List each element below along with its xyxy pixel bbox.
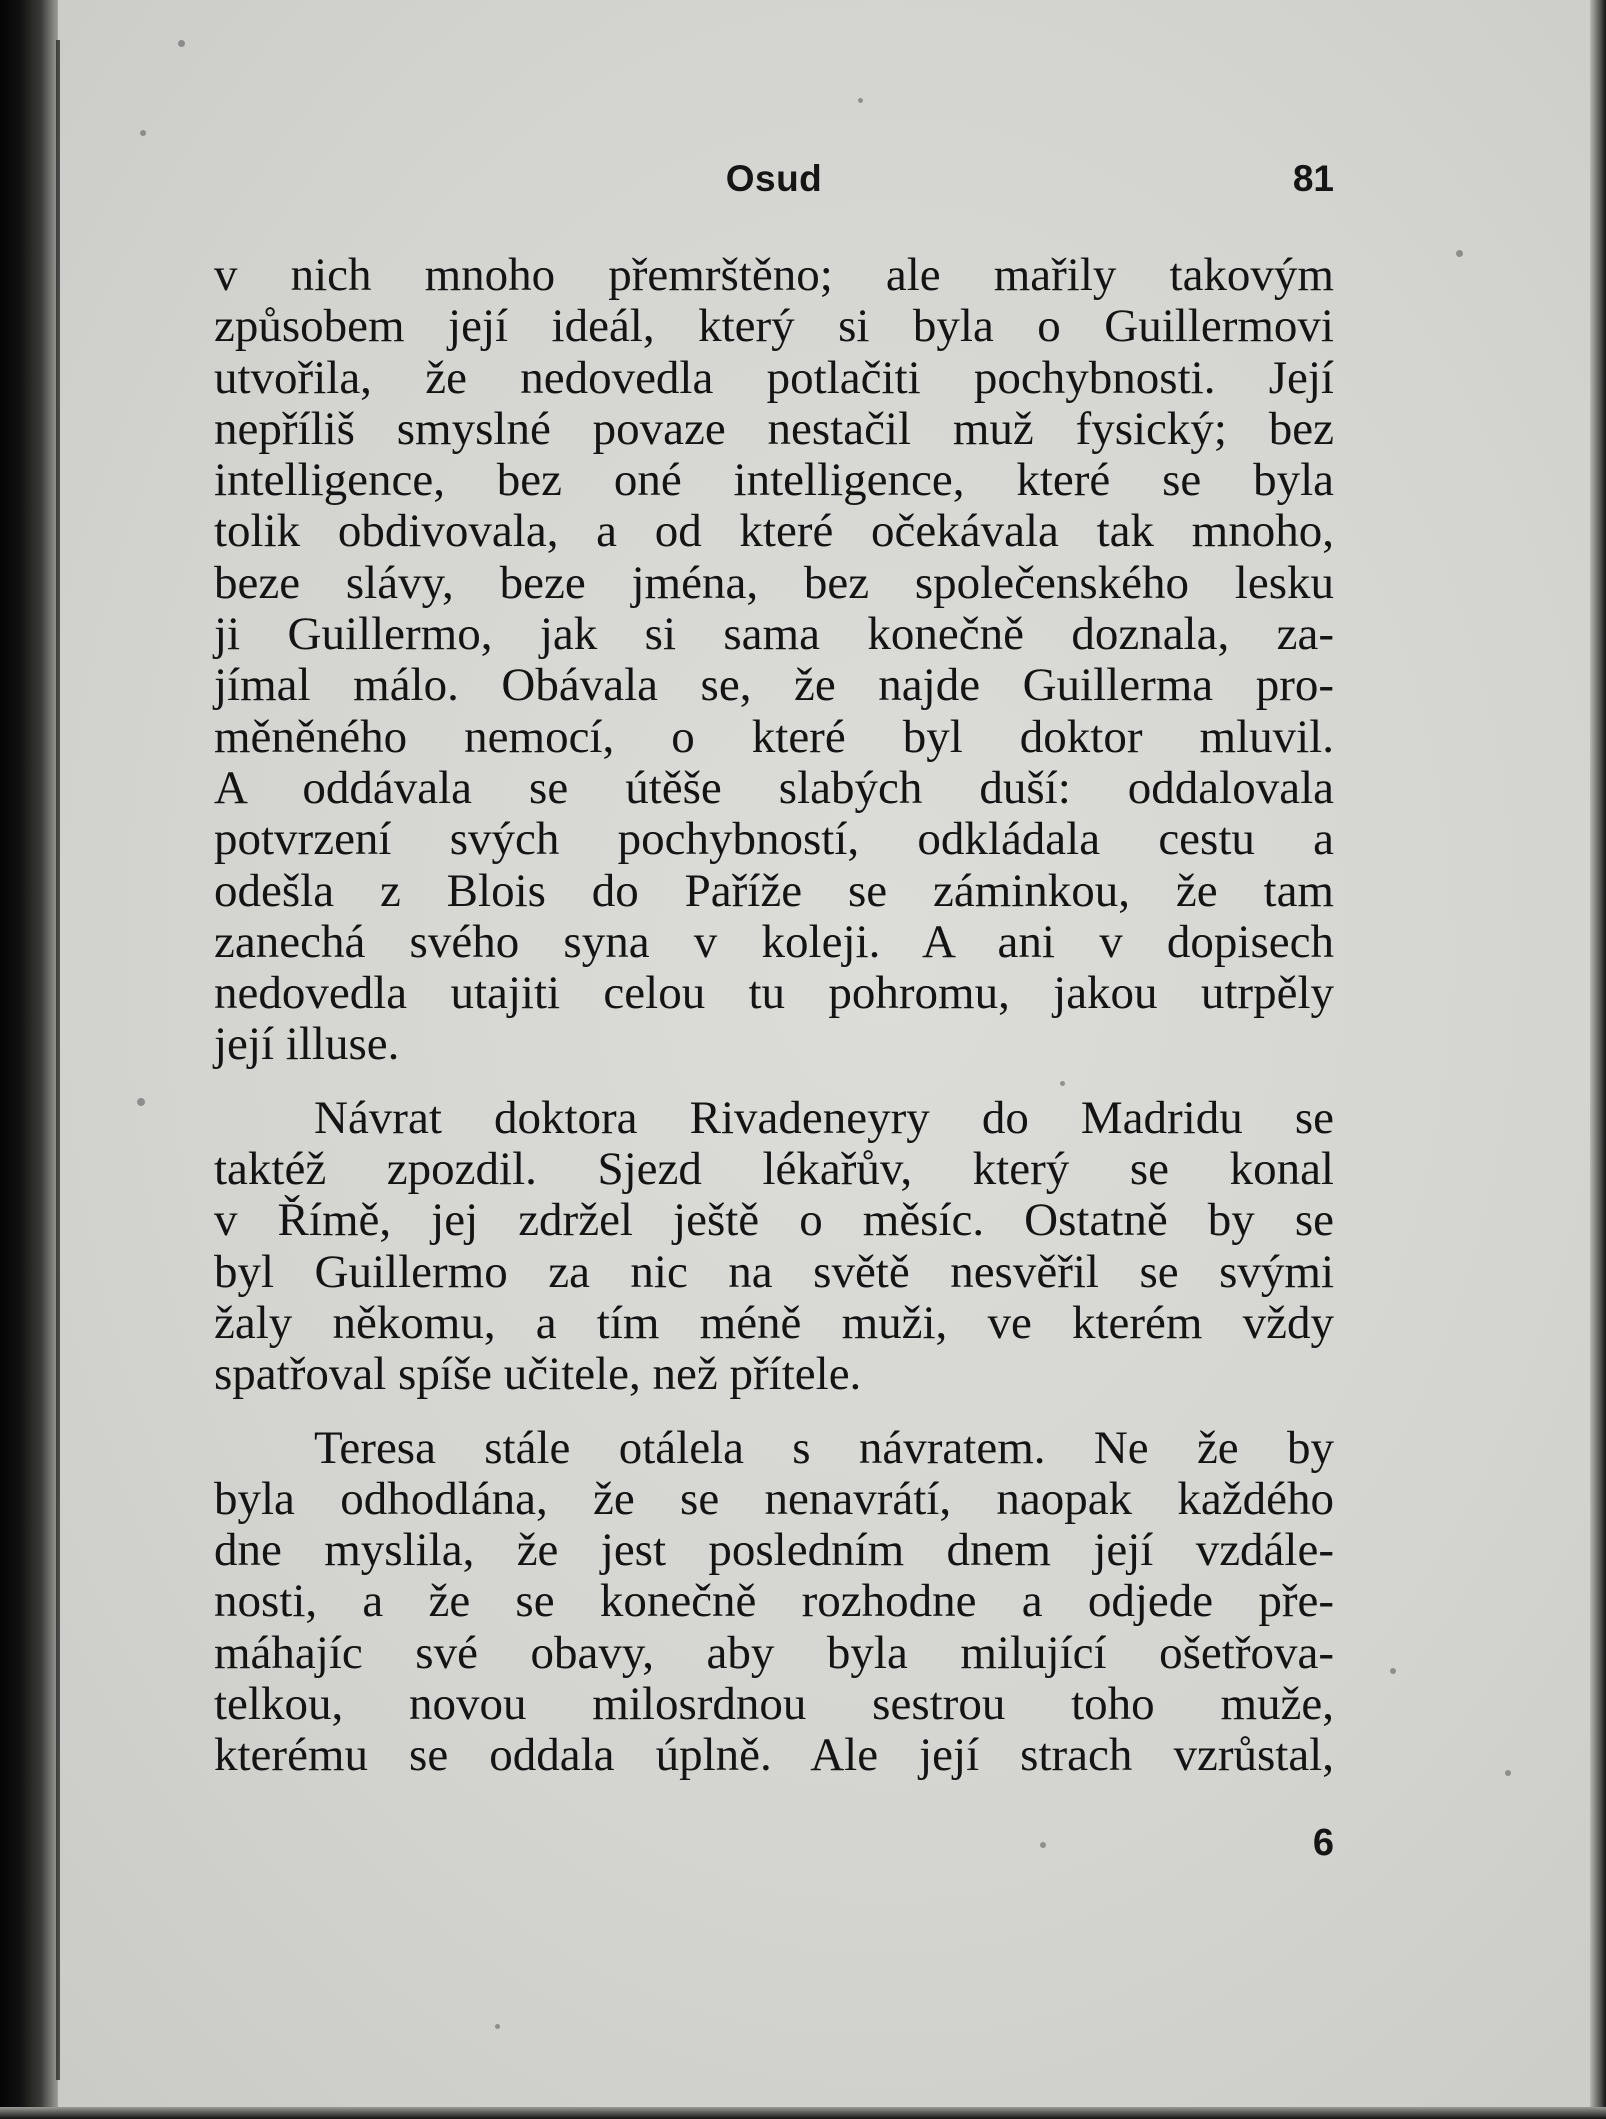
text-line: A oddávala se útěše slabých duší: oddalovala: [214, 761, 1334, 814]
text-line: způsobem její ideál, který si byla o Guillermovi: [214, 300, 1334, 353]
text-line: Teresa stále otálela s návratem. Ne že by: [314, 1421, 1334, 1474]
body-text: [214, 250, 1334, 1782]
signature-mark: 6: [1312, 1822, 1334, 1864]
text-line: byla odhodlána, že se nenavrátí, naopak každého: [214, 1472, 1334, 1525]
text-line: Návrat doktora Rivadeneyry do Madridu se: [314, 1091, 1334, 1144]
text-line: její illuse.: [214, 1018, 400, 1071]
text-line: v Římě, jej zdržel ještě o měsíc. Ostatně by se: [214, 1194, 1334, 1247]
text-line: tolik obdivovala, a od které očekávala tak mnoho,: [214, 505, 1334, 558]
text-line: dne myslila, že jest posledním dnem její vzdále-: [214, 1524, 1334, 1577]
text-line: zanechá svého syna v koleji. A ani v dopisech: [214, 915, 1334, 968]
running-title: Osud: [725, 158, 823, 199]
text-line: telkou, novou milosrdnou sestrou toho muže,: [214, 1678, 1334, 1731]
text-line: nosti, a že se konečně rozhodne a odjede pře-: [214, 1575, 1334, 1628]
paragraph: [214, 1093, 1334, 1401]
paragraph: [214, 250, 1334, 1071]
paper-speck: [1505, 1770, 1511, 1776]
page-binding-shadow: [0, 0, 58, 2119]
page-right-edge: [1590, 0, 1606, 2119]
paper-speck: [858, 98, 863, 103]
text-line: odešla z Blois do Paříže se záminkou, že tam: [214, 864, 1334, 917]
text-line: kterému se oddala úplně. Ale její strach vzrůstal,: [214, 1729, 1334, 1782]
text-line: máhajíc své obavy, aby byla milující ošetřova-: [214, 1626, 1334, 1679]
running-head: [214, 158, 1334, 208]
text-line: utvořila, že nedovedla potlačiti pochybnosti. Její: [214, 351, 1334, 404]
text-line: nedovedla utajiti celou tu pohromu, jakou utrpěly: [214, 967, 1334, 1020]
text-line: intelligence, bez oné intelligence, které se byla: [214, 454, 1334, 507]
binding-line: [56, 40, 60, 2080]
text-line: ji Guillermo, jak si sama konečně doznala, za-: [214, 608, 1334, 661]
paragraph: [214, 1423, 1334, 1782]
page-bottom-edge: [0, 2107, 1606, 2119]
text-line: jímal málo. Obávala se, že najde Guillerma pro-: [214, 659, 1334, 712]
page-number: 81: [1292, 158, 1334, 199]
paper-speck: [1390, 1668, 1396, 1674]
text-line: spatřoval spíše učitele, než přítele.: [214, 1348, 862, 1401]
text-line: žaly někomu, a tím méně muži, ve kterém vždy: [214, 1296, 1334, 1349]
paper-speck: [495, 2024, 500, 2029]
paper-speck: [1040, 1842, 1046, 1848]
paper-speck: [140, 130, 146, 136]
text-line: nepříliš smyslné povaze nestačil muž fysický; bez: [214, 402, 1334, 455]
text-line: byl Guillermo za nic na světě nesvěřil se svými: [214, 1245, 1334, 1298]
text-line: v nich mnoho přemrštěno; ale mařily takovým: [214, 249, 1334, 301]
paper-speck: [1456, 250, 1463, 257]
text-line: měněného nemocí, o které byl doktor mluvil.: [214, 710, 1334, 763]
paper-speck: [178, 40, 185, 47]
text-line: beze slávy, beze jména, bez společenského lesku: [214, 556, 1334, 609]
text-line: taktéž zpozdil. Sjezd lékařův, který se konal: [214, 1143, 1334, 1196]
text-line: potvrzení svých pochybností, odkládala cestu a: [214, 813, 1334, 866]
paper-speck: [137, 1098, 145, 1106]
